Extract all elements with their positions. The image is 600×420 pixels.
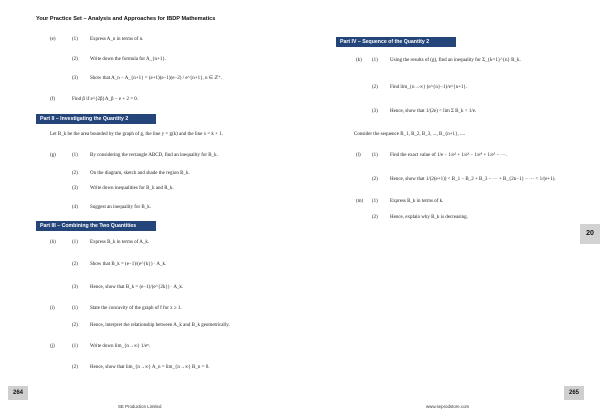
- section-intro: Let B_k be the area bounded by the graph of g, the line y = g(k) and the line x = k + 1.: [50, 132, 223, 137]
- section-intro: Consider the sequence B_1, B_2, B_3, ..., B_{n+1}, ....: [354, 132, 465, 137]
- right-page: Part IV – Sequence of the Quantity 2 (k) (1) Using the results of (g), find an inequality for Σ_{k=1}^{n} B_k. (2) Find lim_{n→∞} (e^{n}−1)/e^{n+1}. (3) Hence, show that 1/(2e) < lim Σ B_k < 1/e. Consider the sequence B_1, B_2, B_3, ..., B_{n+1}, .... (l) (1) Find the exact value of 1/e − 1/e² + 1/e³ − 1/e⁴ + 1/e⁵ − ⋯. (2) Hence, show that 1/(2(e+1)) < B_1 − B_2 + B_3 − ⋯ + B_{2n−1} − ⋯ < 1/(e+1). (m) (1) Express B_k in terms of k. (2) Hence, explain why B_k is decreasing. 265 www.seprodstore.com: [300, 0, 600, 420]
- footer-website: www.seprodstore.com: [426, 404, 470, 409]
- book-title: Your Practice Set – Analysis and Approaches for IBDP Mathematics: [36, 16, 216, 22]
- page-number-left: 264: [8, 386, 28, 400]
- section-banner-part-ii: Part II – Investigating the Quantity 2: [36, 114, 156, 124]
- section-banner-part-iii: Part III – Combining the Two Quantities: [36, 221, 156, 231]
- footer-publisher: SE Production Limited: [118, 404, 162, 409]
- section-banner-part-iv: Part IV – Sequence of the Quantity 2: [336, 37, 456, 47]
- left-page: Your Practice Set – Analysis and Approaches for IBDP Mathematics (e) (1) Express A_n in terms of n. (2) Write down the formula for A_{n+1}. (3) Show that A_n − A_{n+1} = (e+1)(e−1)(e−2) / e^{n+1}, n ∈ ℤ⁺. (f) Find β if e^{2β}A_β − e + 2 = 0. Part II – Investigating the Quantity 2 Let B_k be the area bounded by the graph of g, the line y = g(k) and the line x = k + 1. (g) (1) By considering the rectangle ABCD, find an inequality for B_k. (2) On the diagram, sketch and shade the region B_k. (3) Write down inequalities for B_k and R_k. (4) Suggest an inequality for B_k. Part III – Combining the Two Quantities (h) (1) Express B_k in terms of A_k. (2) Show that B_k = (e−1)/(e^{k}) · A_k. (3) Hence, show that B_k = (e−1)/(e^{2k}) · A_k. (i) (1) State the concavity of the graph of f for x ≥ 1. (2) Hence, interpret the relationship between A_k and B_k geometrically. (j) (1) Write down lim_{n→∞} 1/eⁿ. (2) Hence, show that lim_{n→∞} A_n = lim_{n→∞} B_n = 0. 264 SE Production Limited: [0, 0, 300, 420]
- page-number-right: 265: [564, 386, 584, 400]
- chapter-tab: 20: [580, 224, 600, 244]
